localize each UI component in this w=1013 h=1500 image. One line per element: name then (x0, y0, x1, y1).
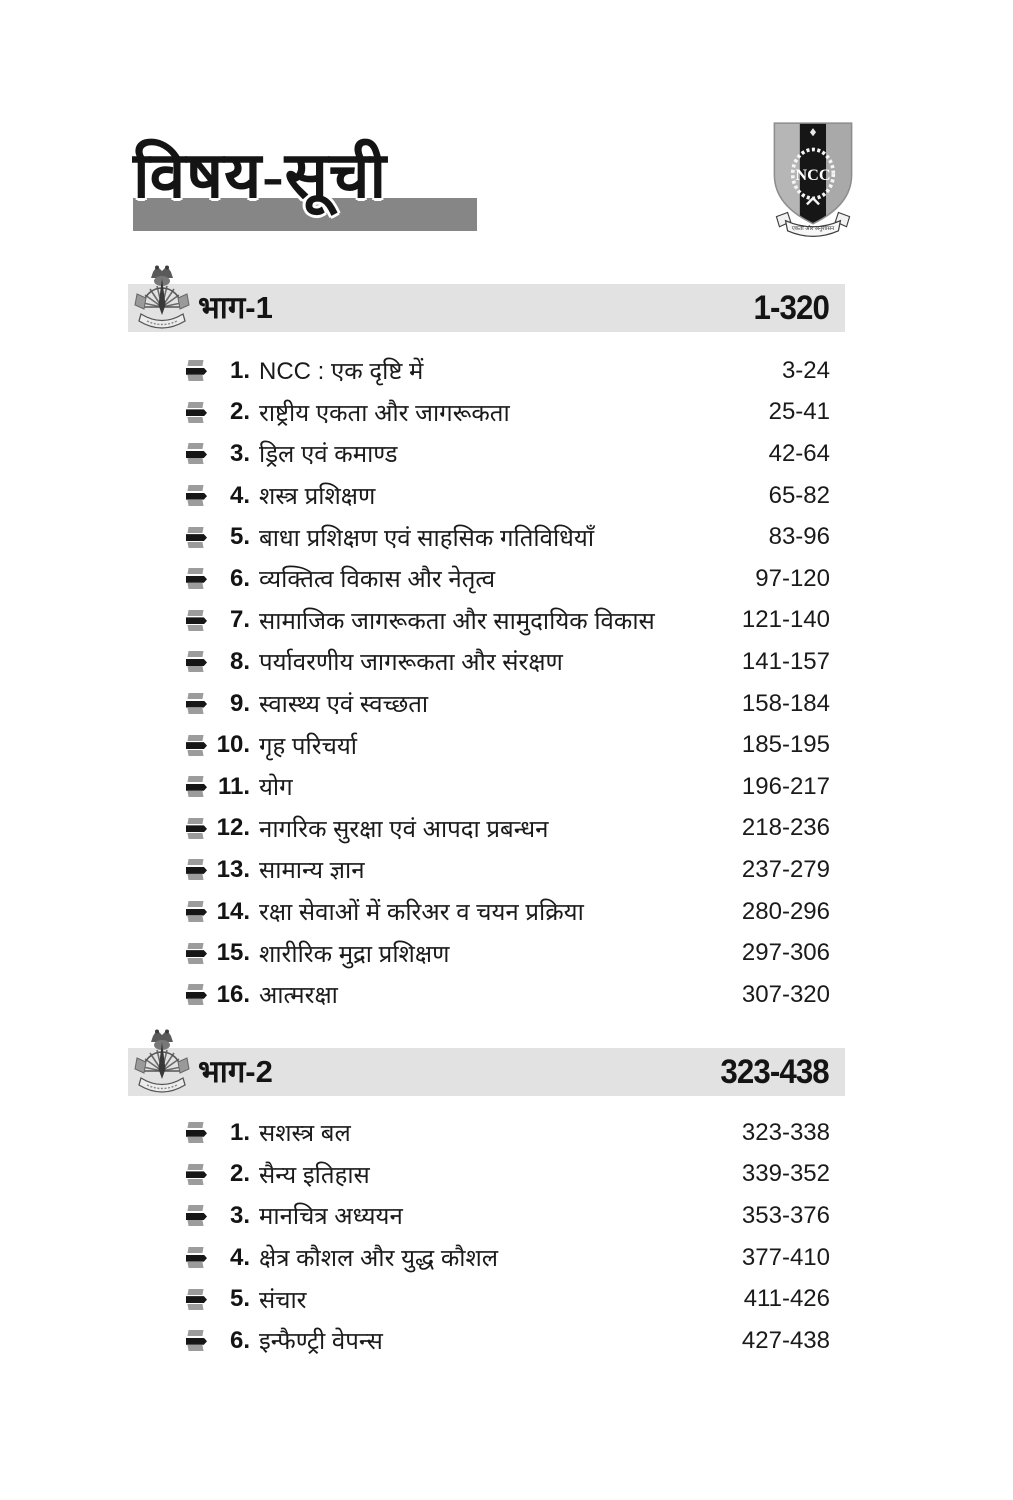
section-page-range: 323-438 (720, 1053, 829, 1091)
item-number: 7. (229, 606, 250, 634)
item-title: NCC : एक दृष्टि में (259, 358, 424, 386)
item-pages: 42-64 (768, 439, 830, 467)
toc-item (185, 849, 830, 891)
toc-item (185, 433, 830, 475)
item-number: 1. (229, 1118, 250, 1146)
item-number: 5. (229, 523, 250, 551)
ncc-shield-icon (766, 118, 860, 242)
list-bullet-icon (185, 1330, 208, 1351)
toc-item (185, 1320, 830, 1362)
section-label: भाग-1 (198, 290, 273, 325)
item-number: 11. (217, 772, 250, 800)
section-header-part2 (128, 1048, 845, 1096)
item-number: 6. (229, 1326, 250, 1354)
ncc-crest-icon (133, 264, 191, 334)
item-number: 14. (216, 897, 250, 925)
item-number: 5. (229, 1285, 250, 1313)
list-bullet-icon (185, 984, 208, 1005)
item-title: सामाजिक जागरूकता और सामुदायिक विकास (259, 607, 655, 635)
toc-item (185, 350, 830, 392)
item-pages: 237-279 (741, 855, 830, 883)
toc-item (185, 724, 830, 766)
list-bullet-icon (185, 943, 208, 964)
item-number: 1. (229, 356, 250, 384)
list-bullet-icon (185, 1205, 208, 1226)
toc-item (185, 516, 830, 558)
item-number: 13. (216, 855, 250, 883)
item-number: 3. (229, 439, 250, 467)
list-bullet-icon (185, 568, 208, 589)
list-bullet-icon (185, 693, 208, 714)
toc-item (185, 1195, 830, 1237)
page-title: विषय-सूची (133, 140, 388, 211)
toc-item (185, 1237, 830, 1279)
item-title: सशस्त्र बल (259, 1120, 351, 1148)
toc-item (185, 1112, 830, 1154)
item-pages: 196-217 (741, 772, 830, 800)
item-title: इन्फैण्ट्री वेपन्स (259, 1328, 383, 1356)
list-bullet-icon (185, 651, 208, 672)
item-pages: 141-157 (741, 647, 830, 675)
toc-item (185, 392, 830, 434)
item-number: 3. (229, 1201, 250, 1229)
item-title: रक्षा सेवाओं में करिअर व चयन प्रक्रिया (259, 899, 584, 927)
item-pages: 427-438 (741, 1326, 830, 1354)
item-number: 8. (229, 647, 250, 675)
item-title: संचार (259, 1286, 307, 1314)
ncc-motto-text: एकता और अनुशासन (791, 225, 835, 232)
item-number: 2. (229, 398, 250, 426)
toc-item (185, 558, 830, 600)
toc-item (185, 766, 830, 808)
item-number: 4. (229, 1243, 250, 1271)
item-pages: 339-352 (741, 1160, 830, 1188)
item-title: नागरिक सुरक्षा एवं आपदा प्रबन्धन (259, 815, 549, 843)
section-header-part1 (128, 284, 845, 332)
item-title: शस्त्र प्रशिक्षण (259, 483, 376, 511)
list-bullet-icon (185, 402, 208, 423)
item-number: 16. (216, 980, 250, 1008)
item-title: आत्मरक्षा (259, 982, 338, 1010)
toc-item (185, 1278, 830, 1320)
item-number: 4. (229, 481, 250, 509)
toc-item (185, 641, 830, 683)
item-pages: 411-426 (743, 1285, 830, 1313)
item-title: गृह परिचर्या (259, 732, 357, 760)
item-pages: 297-306 (741, 939, 830, 967)
ncc-logo-text: NCC (795, 166, 831, 184)
toc-item (185, 932, 830, 974)
toc-item (185, 1154, 830, 1196)
ncc-shield-logo (766, 118, 860, 242)
item-pages: 25-41 (768, 398, 830, 426)
item-pages: 97-120 (755, 564, 830, 592)
toc-item (185, 891, 830, 933)
list-bullet-icon (185, 443, 208, 464)
list-bullet-icon (185, 610, 208, 631)
list-bullet-icon (185, 360, 208, 381)
item-number: 9. (229, 689, 250, 717)
item-number: 2. (229, 1160, 250, 1188)
list-bullet-icon (185, 1164, 208, 1185)
toc-list-part2 (185, 1112, 830, 1362)
toc-list-part1 (185, 350, 830, 1016)
item-pages: 83-96 (768, 523, 830, 551)
item-pages: 158-184 (741, 689, 830, 717)
item-pages: 307-320 (741, 980, 830, 1008)
item-pages: 121-140 (741, 606, 830, 634)
list-bullet-icon (185, 1289, 208, 1310)
item-title: शारीरिक मुद्रा प्रशिक्षण (259, 940, 450, 968)
list-bullet-icon (185, 901, 208, 922)
item-title: व्यक्तित्व विकास और नेतृत्व (259, 566, 496, 594)
list-bullet-icon (185, 776, 208, 797)
item-number: 10. (216, 731, 250, 759)
item-number: 12. (216, 814, 250, 842)
item-pages: 353-376 (741, 1201, 830, 1229)
item-pages: 280-296 (741, 897, 830, 925)
item-title: स्वास्थ्य एवं स्वच्छता (259, 691, 429, 719)
toc-item (185, 808, 830, 850)
item-title: बाधा प्रशिक्षण एवं साहसिक गतिविधियाँ (259, 524, 595, 552)
page-title-block (133, 126, 493, 236)
item-pages: 3-24 (781, 356, 830, 384)
item-title: मानचित्र अध्ययन (259, 1203, 403, 1231)
item-title: सैन्य इतिहास (259, 1161, 370, 1189)
list-bullet-icon (185, 859, 208, 880)
toc-item (185, 974, 830, 1016)
item-title: क्षेत्र कौशल और युद्ध कौशल (259, 1245, 499, 1273)
section-label: भाग-2 (198, 1054, 273, 1089)
ncc-crest-icon (133, 1028, 191, 1098)
item-pages: 377-410 (741, 1243, 830, 1271)
item-pages: 323-338 (741, 1118, 830, 1146)
item-pages: 218-236 (741, 814, 830, 842)
item-title: पर्यावरणीय जागरूकता और संरक्षण (259, 649, 563, 677)
list-bullet-icon (185, 735, 208, 756)
list-bullet-icon (185, 527, 208, 548)
list-bullet-icon (185, 818, 208, 839)
toc-item (185, 683, 830, 725)
toc-item (185, 475, 830, 517)
list-bullet-icon (185, 1122, 208, 1143)
item-number: 15. (216, 939, 250, 967)
item-title: राष्ट्रीय एकता और जागरूकता (259, 399, 510, 427)
item-title: ड्रिल एवं कमाण्ड (259, 441, 398, 469)
item-number: 6. (229, 564, 250, 592)
item-title: सामान्य ज्ञान (259, 857, 365, 885)
list-bullet-icon (185, 485, 208, 506)
toc-item (185, 600, 830, 642)
item-pages: 185-195 (741, 731, 830, 759)
item-pages: 65-82 (768, 481, 830, 509)
section-page-range: 1-320 (753, 289, 829, 327)
item-title: योग (259, 774, 293, 802)
list-bullet-icon (185, 1247, 208, 1268)
